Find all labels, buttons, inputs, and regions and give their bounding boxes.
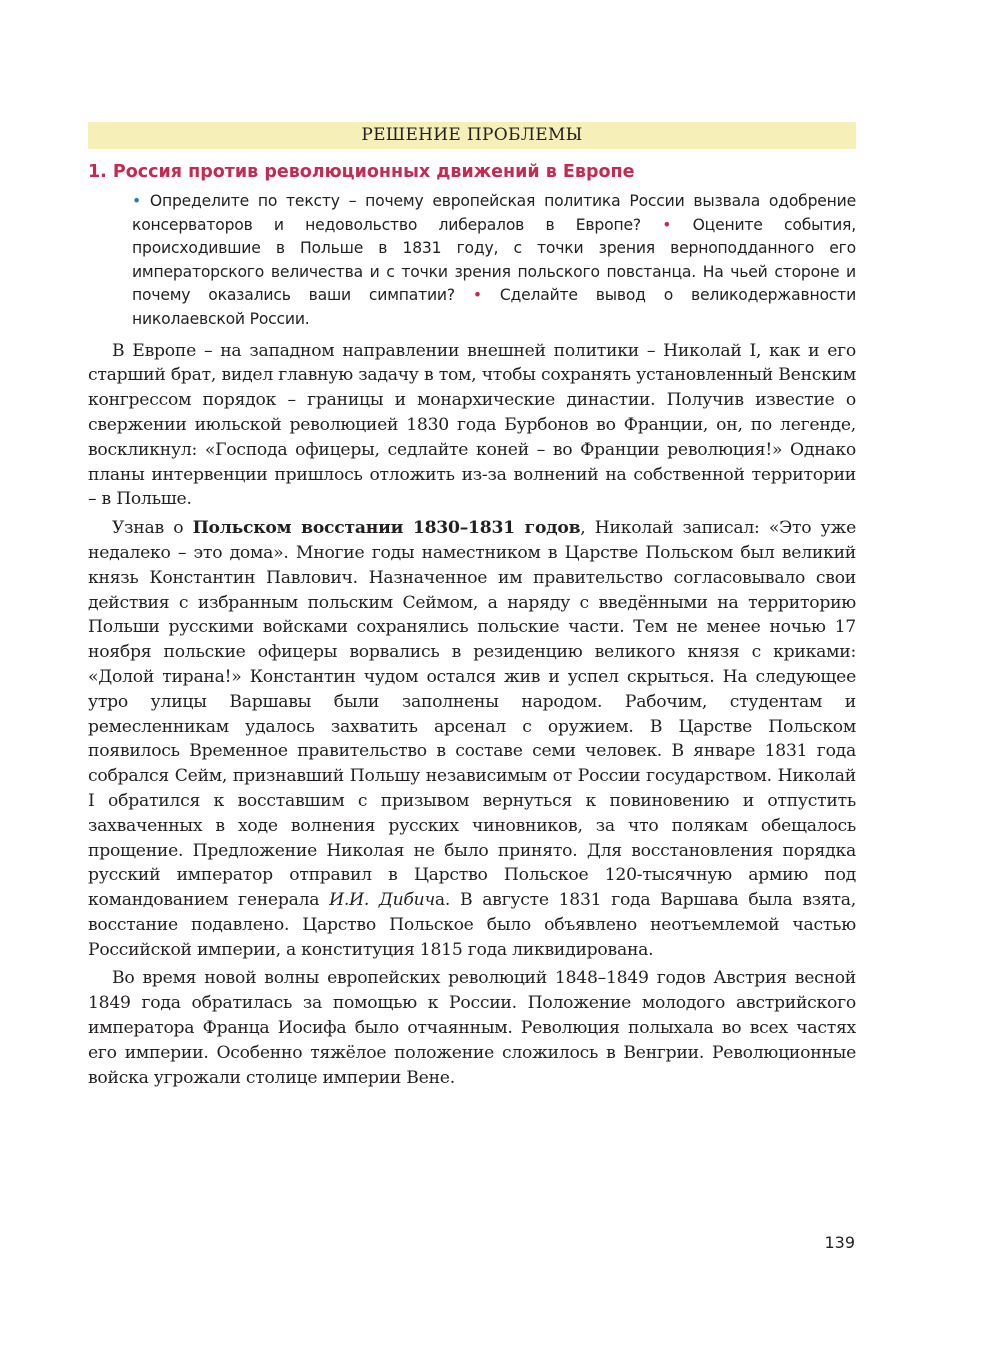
body-text (88, 339, 856, 1091)
page-content (88, 122, 856, 1090)
paragraph: В Европе – на западном направлении внешней политики – Николай I, как и его старший брат, видел главную задачу в том, чтобы сохранять установленный Венским конгрессом порядок – границы и монархические династии. Получив известие о свержении июльской революцией 1830 года Бурбонов во Франции, он, по легенде, воскликнул: «Господа офицеры, седлайте коней – во Франции революция!» Однако планы интервенции пришлось отложить из-за волнений на собственной территории – в Польше. (88, 340, 856, 510)
bullet-icon: • (132, 192, 141, 210)
paragraph-text: , Николай записал: «Это уже недалеко – это дома». Многие годы наместником в Царстве Польском был великий князь Константин Павлович. Назначенное им правительство согласовывало свои действия с избранным польским Сеймом, а наряду с введёнными на территорию Польши русскими войсками сохранялись польские части. Тем не менее ночью 17 ноября польские офицеры ворвались в резиденцию великого князя с криками: «Долой тирана!» Константин чудом остался жив и успел скрыться. На следующее утро улицы Варшавы были заполнены народом. Рабочим, студентам и ремесленникам удалось захватить арсенал с оружием. В Царстве Польском появилось Временное правительство в составе семи человек. В январе 1831 года собрался Сейм, признавший Польшу независимым от России государством. Николай I обратился к восставшим с призывом вернуться к повиновению и отпустить захваченных в ходе волнения русских чиновников, за что полякам обещалось прощение. Предложение Николая не было принято. Для восстановления порядка русский император отправил в Царство Польское 120-тысячную армию под командованием генерала (88, 518, 856, 911)
task-item: Сделайте вывод о великодержавности николаевской России. (132, 286, 857, 328)
task-list (132, 190, 856, 332)
person-name: И.И. Дибич (329, 890, 435, 911)
paragraph-text: а. В августе 1831 года Варшава была взята, восстание подавлено. Царство Польское было объявлено неотъемлемой частью Российской империи, а конституция 1815 года ликвидирована. (88, 890, 856, 960)
paragraph: Во время новой волны европейских революций 1848–1849 годов Австрия весной 1849 года обратилась за помощью к России. Положение молодого австрийского императора Франца Иосифа было отчаянным. Революция полыхала во всех частях его империи. Особенно тяжёлое положение сложилось в Венгрии. Революционные войска угрожали столице империи Вене. (88, 968, 856, 1088)
section-banner: РЕШЕНИЕ ПРОБЛЕМЫ (88, 122, 856, 149)
page-number: 139 (824, 1233, 855, 1252)
task-item: Оцените события, происходившие в Польше в 1831 году, с точки зрения верноподданного его императорского величества и с точки зрения польского повстанца. На чьей стороне и почему оказались ваши симпатии? (132, 215, 856, 305)
bullet-icon: • (472, 286, 482, 305)
key-term: Польском восстании 1830–1831 годов (192, 518, 581, 539)
task-item: Определите по тексту – почему европейская политика России вызвала одобрение консерваторов и недовольство либералов в Европе? (132, 192, 857, 234)
paragraph (88, 516, 856, 962)
bullet-icon: • (662, 215, 672, 234)
paragraph-text: Узнав о (112, 518, 193, 539)
topic-title: 1. Россия против революционных движений в Европе (88, 162, 635, 182)
